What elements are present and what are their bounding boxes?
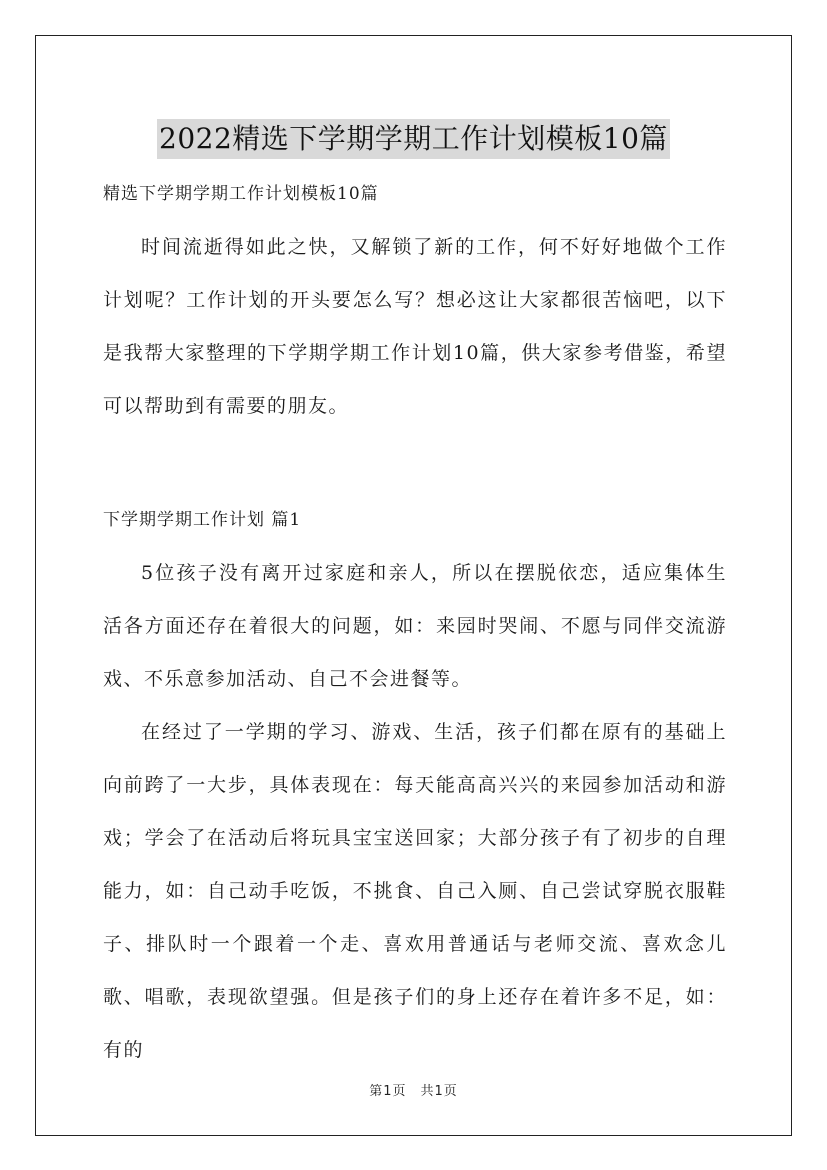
body-paragraph: 5位孩子没有离开过家庭和亲人，所以在摆脱依恋，适应集体生活各方面还存在着很大的问题，如：来园时哭闹、不愿与同伴交流游戏、不乐意参加活动、自己不会进餐等。 [103, 562, 727, 690]
title-area [0, 100, 827, 178]
section-heading: 下学期学期工作计划 篇1 [103, 510, 302, 530]
document-title: 2022精选下学期学期工作计划模板10篇 [157, 119, 670, 159]
body-paragraph: 在经过了一学期的学习、游戏、生活，孩子们都在原有的基础上向前跨了一大步，具体表现在：每天能高高兴兴的来园参加活动和游戏；学会了在活动后将玩具宝宝送回家；大部分孩子有了初步的自理能力，如：自己动手吃饭，不挑食、自己入厕、自己尝试穿脱衣服鞋子、排队时一个跟着一个走、喜欢用普通话与老师交流、喜欢念儿歌、唱歌，表现欲望强。但是孩子们的身上还存在着许多不足，如：有的 [103, 721, 727, 1061]
page-footer: 第1页 共1页 [369, 1084, 458, 1099]
document-subtitle: 精选下学期学期工作计划模板10篇 [103, 184, 379, 204]
intro-section [103, 221, 727, 433]
section-body [103, 547, 727, 1077]
intro-paragraph: 时间流逝得如此之快，又解锁了新的工作，何不好好地做个工作计划呢？工作计划的开头要怎么写？想必这让大家都很苦恼吧，以下是我帮大家整理的下学期学期工作计划10篇，供大家参考借鉴，希望可以帮助到有需要的朋友。 [103, 236, 727, 417]
